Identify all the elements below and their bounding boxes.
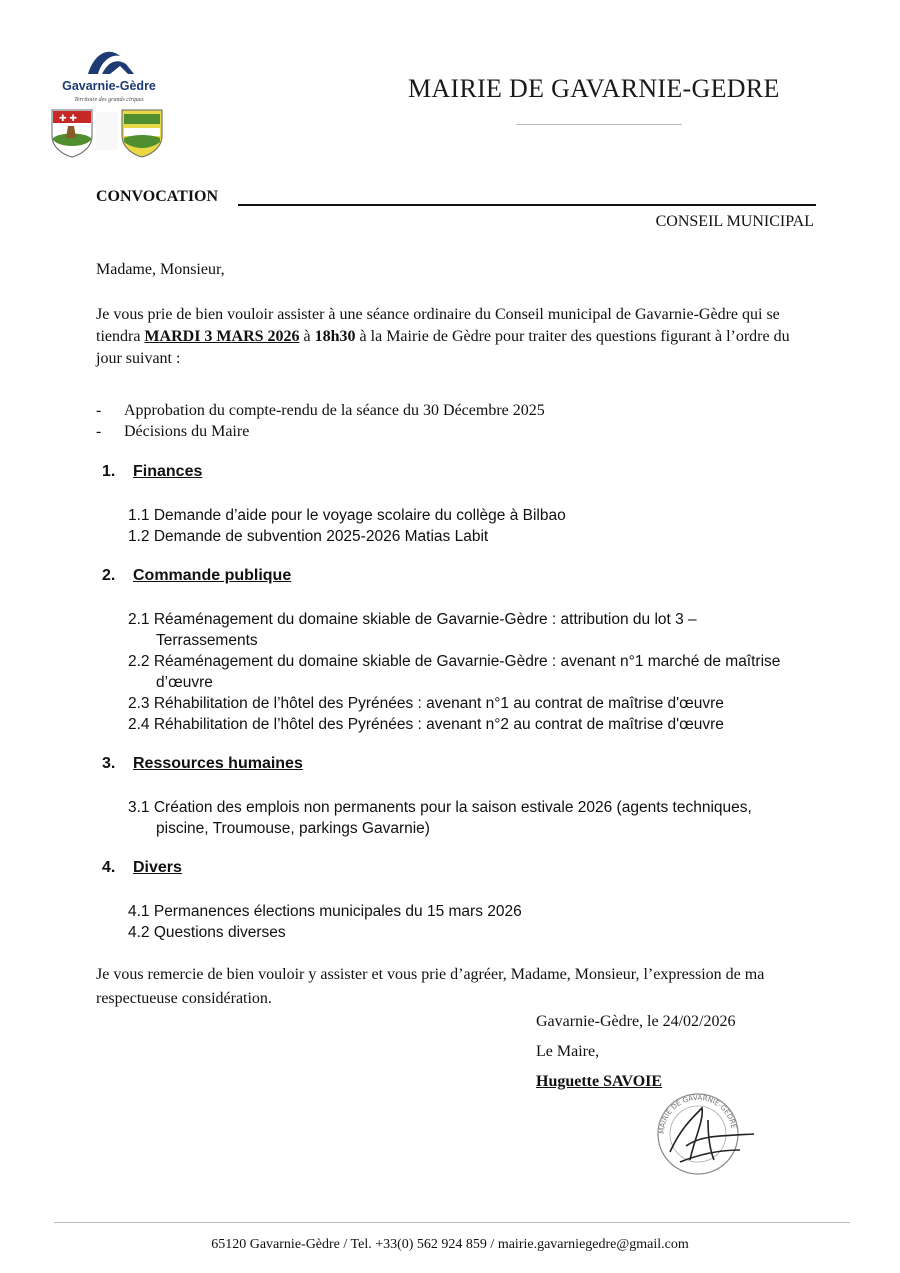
- section-divers: [102, 859, 182, 877]
- footer-contact: 65120 Gavarnie-Gèdre / Tel. +33(0) 562 924 859 / mairie.gavarniegedre@gmail.com: [211, 1237, 689, 1252]
- footer-divider: [54, 1222, 850, 1223]
- intro-line-1: Je vous prie de bien vouloir assister à une séance ordinaire du Conseil municipal de Gavarnie-Gèdre qui se: [96, 306, 780, 323]
- intro-mid: à: [299, 328, 315, 345]
- list-item-continuation: Terrassements: [156, 632, 258, 649]
- closing-line-2: respectueuse considération.: [96, 990, 272, 1007]
- svg-text:✚ ✚: ✚ ✚: [59, 114, 77, 124]
- page-title: MAIRIE DE GAVARNIE-GEDRE: [408, 74, 780, 103]
- convocation-rule: [238, 204, 816, 206]
- list-item: - Décisions du Maire: [96, 423, 250, 440]
- intro-line-3: jour suivant :: [96, 350, 181, 367]
- section-number: 2.: [102, 567, 116, 584]
- list-item: 2.2 Réaménagement du domaine skiable de Gavarnie-Gèdre : avenant n°1 marché de maîtrise: [128, 653, 781, 670]
- list-item: 4.2 Questions diverses: [128, 924, 286, 941]
- list-item: 2.4 Réhabilitation de l’hôtel des Pyrénées : avenant n°2 au contrat de maîtrise d'œuvre: [128, 716, 724, 733]
- intro-pre-date: tiendra: [96, 328, 145, 345]
- section-number: 1.: [102, 463, 116, 480]
- section-items-finances: [128, 505, 566, 547]
- meeting-date: MARDI 3 MARS 2026: [144, 328, 300, 345]
- section-finances: [102, 463, 203, 481]
- section-items-commande: [128, 609, 828, 735]
- section-number: 3.: [102, 755, 116, 772]
- list-item: 1.1 Demande d’aide pour le voyage scolaire du collège à Bilbao: [128, 507, 566, 524]
- signature-role: Le Maire,: [536, 1043, 600, 1060]
- intro-post: à la Mairie de Gèdre pour traiter des questions figurant à l’ordre du: [355, 328, 790, 345]
- conseil-label: CONSEIL MUNICIPAL: [655, 213, 814, 230]
- stamp-text: MAIRIE DE GAVARNIE-GEDRE: [657, 1093, 738, 1135]
- municipality-logo: [50, 44, 168, 159]
- section-title: Commande publique: [133, 567, 292, 584]
- section-items-rh: [128, 797, 828, 839]
- mayor-name: Huguette SAVOIE: [536, 1073, 663, 1090]
- list-item: 2.3 Réhabilitation de l’hôtel des Pyrénées : avenant n°1 au contrat de maîtrise d'œuvre: [128, 695, 724, 712]
- mountain-logo-icon: [50, 44, 168, 80]
- section-title: Finances: [133, 463, 203, 480]
- logo-name: Gavarnie-Gèdre: [62, 79, 156, 93]
- section-number: 4.: [102, 859, 116, 876]
- closing-line-1: Je vous remercie de bien vouloir y assister et vous prie d’agréer, Madame, Monsieur, l’expression de ma: [96, 966, 765, 983]
- intro-paragraph: [96, 304, 856, 370]
- list-item: 4.1 Permanences élections municipales du 15 mars 2026: [128, 903, 522, 920]
- intro-line-2: [96, 326, 856, 348]
- logo-tagline: Territoire des grands cirques: [74, 97, 144, 103]
- signature-block: [536, 1011, 735, 1093]
- section-rh: [102, 755, 303, 773]
- title-divider: [516, 124, 682, 125]
- section-title: Divers: [133, 859, 182, 876]
- meeting-time: 18h30: [314, 328, 356, 345]
- section-items-divers: [128, 901, 522, 943]
- list-item-continuation: piscine, Troumouse, parkings Gavarnie): [156, 820, 430, 837]
- stamp-signature-icon: [650, 1090, 760, 1182]
- convocation-heading: CONVOCATION: [96, 188, 219, 205]
- list-item: 2.1 Réaménagement du domaine skiable de Gavarnie-Gèdre : attribution du lot 3 –: [128, 611, 697, 628]
- section-title: Ressources humaines: [133, 755, 303, 772]
- list-item: 1.2 Demande de subvention 2025-2026 Matias Labit: [128, 528, 489, 545]
- list-item: - Approbation du compte-rendu de la séance du 30 Décembre 2025: [96, 402, 545, 419]
- signature-date: Gavarnie-Gèdre, le 24/02/2026: [536, 1013, 736, 1030]
- closing-paragraph: [96, 964, 764, 1010]
- salutation: Madame, Monsieur,: [96, 261, 225, 278]
- list-item-continuation: d’œuvre: [156, 674, 213, 691]
- section-commande: [102, 567, 292, 585]
- coat-of-arms-icon: [50, 108, 168, 158]
- prelim-list: [96, 400, 545, 443]
- list-item: 3.1 Création des emplois non permanents pour la saison estivale 2026 (agents techniques,: [128, 799, 752, 816]
